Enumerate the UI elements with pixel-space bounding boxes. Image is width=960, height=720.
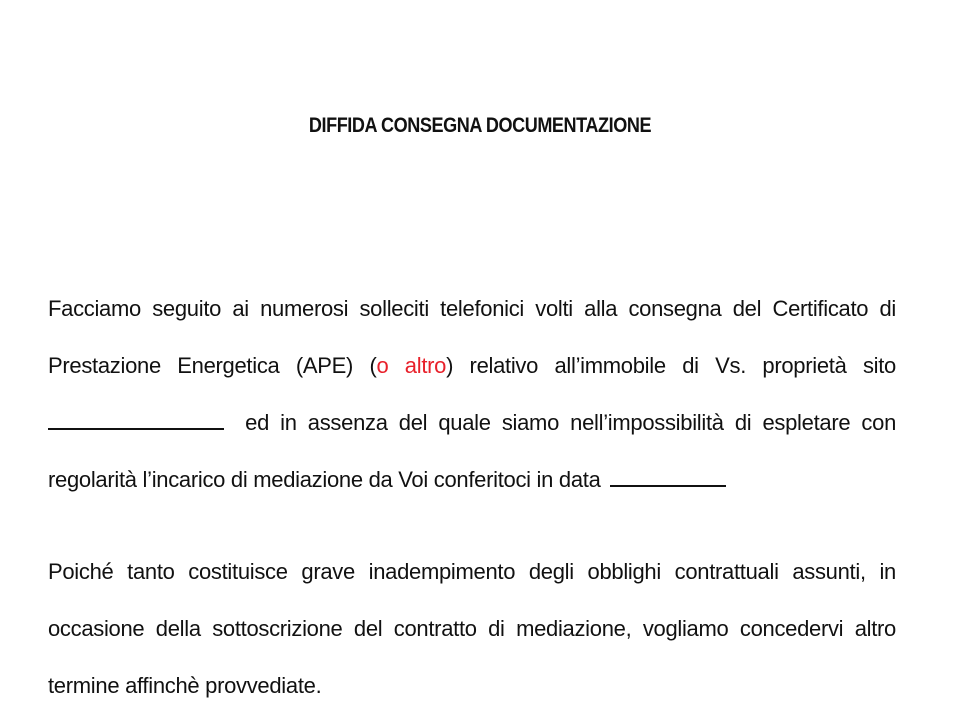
alternative-document-note: o altro — [376, 353, 447, 378]
paragraph-request-text-1: Facciamo seguito ai numerosi solleciti telefonici volti alla consegna del Certificato di Prestazione Energetica (APE) ( — [48, 296, 896, 378]
paragraph-deadline: Poiché tanto costituisce grave inadempimento degli obblighi contrattuali assunti, in occasione della sottoscrizione del contratto di mediazione, vogliamo concedervi altro termine affinchè provvediate. — [48, 559, 896, 698]
property-address-blank — [48, 410, 224, 430]
paragraph-request-text-2: ) relativo all’immobile di Vs. proprietà sito — [446, 353, 896, 378]
assignment-date-blank — [610, 467, 726, 487]
document-title: DIFFIDA CONSEGNA DOCUMENTAZIONE — [308, 114, 652, 137]
paragraph-request-text-3: ed in assenza del quale siamo nell’impossibilità di espletare con regolarità l’incarico di mediazione da Voi conferitoci in data — [48, 410, 896, 492]
paragraph-request — [48, 280, 896, 508]
